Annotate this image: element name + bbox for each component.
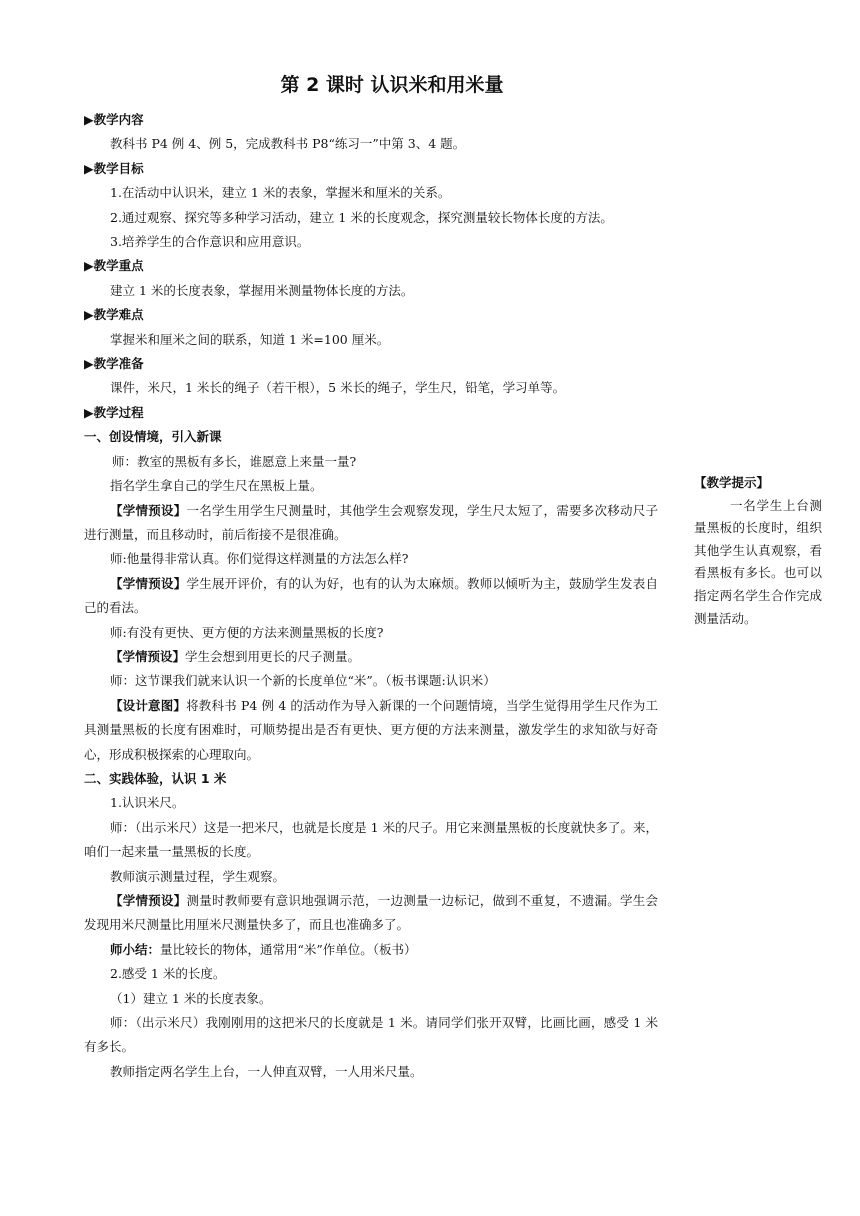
section-heading-goals: ▶教学目标 bbox=[84, 160, 144, 176]
part2-p2: 师：（出示米尺）这是一把米尺，也就是长度是 1 米的尺子。用它来测量黑板的长度就快多了。来，咱们一起来量一量黑板的长度。 bbox=[84, 819, 658, 860]
part1-p2: 指名学生拿自己的学生尺在黑板上量。 bbox=[110, 478, 323, 494]
part2-p6: 2.感受 1 米的长度。 bbox=[110, 966, 226, 982]
goal-3: 3.培养学生的合作意识和应用意识。 bbox=[110, 234, 310, 250]
part2-p7: （1）建立 1 米的长度表象。 bbox=[110, 990, 272, 1006]
tag-label: 【学情预设】 bbox=[110, 502, 187, 518]
part2-p3: 教师演示测量过程，学生观察。 bbox=[110, 868, 286, 884]
section-heading-process: ▶教学过程 bbox=[84, 404, 144, 420]
sidebar-body: 一名学生上台测量黑板的长度时，组织其他学生认真观察，看看黑板有多长。也可以指定两名学生合作完成测量活动。 bbox=[694, 497, 822, 626]
sidebar-title: 【教学提示】 bbox=[694, 475, 770, 490]
section-heading-content: ▶教学内容 bbox=[84, 112, 144, 127]
part1-p9: 【设计意图】将教科书 P4 例 4 的活动作为导入新课的一个问题情境，当学生觉得用学生尺作为工具测量黑板的长度有困难时，可顺势提出是否有更快、更方便的方法来测量，激发学生的求知欲与好奇心，形成积极探索的心理取向。 bbox=[84, 697, 658, 762]
part1-heading: 一、创设情境，引入新课 bbox=[84, 429, 222, 445]
prep-text: 课件，米尺，1 米长的绳子（若干根），5 米长的绳子，学生尺，铅笔，学习单等。 bbox=[110, 380, 566, 396]
part2-p8: 师：（出示米尺）我刚刚用的这把米尺的长度就是 1 米。请同学们张开双臂，比画比画，感受 1 米有多长。 bbox=[84, 1015, 658, 1055]
tag-label: 【学情预设】 bbox=[110, 648, 186, 664]
part2-p4: 【学情预设】测量时教师要有意识地强调示范，一边测量一边标记，做到不重复，不遗漏。学生会发现用米尺测量比用厘米尺测量快多了，而且也准确多了。 bbox=[84, 893, 658, 933]
difficulty-text: 掌握米和厘米之间的联系，知道 1 米=100 厘米。 bbox=[110, 331, 390, 347]
part1-p3: 【学情预设】一名学生用学生尺测量时，其他学生会观察发现，学生尺太短了，需要多次移动尺子进行测量，而且移动时，前后衔接不是很准确。 bbox=[84, 502, 658, 542]
part2-p5: 师小结：量比较长的物体，通常用“米”作单位。（板书） bbox=[110, 941, 417, 957]
part1-p1: 师：教室的黑板有多长，谁愿意上来量一量? bbox=[112, 453, 357, 469]
part1-p7: 【学情预设】学生会想到用更长的尺子测量。 bbox=[110, 648, 361, 664]
teaching-tip-sidebar bbox=[694, 472, 822, 630]
part2-p9: 教师指定两名学生上台，一人伸直双臂，一人用米尺量。 bbox=[110, 1063, 423, 1079]
tag-label: 【学情预设】 bbox=[110, 893, 187, 908]
tag-label: 【学情预设】 bbox=[110, 575, 187, 591]
tag-label: 师小结： bbox=[110, 941, 161, 957]
goal-1: 1.在活动中认识米，建立 1 米的表象，掌握米和厘米的关系。 bbox=[110, 185, 451, 201]
part1-p6: 师:有没有更快、更方便的方法来测量黑板的长度? bbox=[110, 624, 384, 640]
section-heading-key: ▶教学重点 bbox=[84, 258, 144, 274]
part1-p8: 师：这节课我们就来认识一个新的长度单位“米”。（板书课题:认识米） bbox=[110, 673, 496, 689]
content-text: 教科书 P4 例 4、例 5，完成教科书 P8“练习一”中第 3、4 题。 bbox=[110, 136, 466, 152]
part1-p5: 【学情预设】学生展开评价，有的认为好，也有的认为太麻烦。教师以倾听为主，鼓励学生发表自己的看法。 bbox=[84, 575, 658, 616]
tag-label: 【设计意图】 bbox=[110, 697, 187, 713]
part2-p1: 1.认识米尺。 bbox=[110, 795, 185, 811]
page-title: 第 2 课时 认识米和用米量 bbox=[280, 74, 504, 96]
section-heading-difficulty: ▶教学难点 bbox=[84, 307, 144, 323]
part2-heading: 二、实践体验，认识 1 米 bbox=[84, 770, 227, 786]
part1-p4: 师:他量得非常认真。你们觉得这样测量的方法怎么样? bbox=[110, 551, 409, 567]
key-text: 建立 1 米的长度表象，掌握用米测量物体长度的方法。 bbox=[110, 282, 414, 298]
section-heading-prep: ▶教学准备 bbox=[84, 356, 144, 372]
goal-2: 2.通过观察、探究等多种学习活动，建立 1 米的长度观念，探究测量较长物体长度的方法。 bbox=[110, 209, 613, 225]
main-column bbox=[84, 108, 658, 1084]
